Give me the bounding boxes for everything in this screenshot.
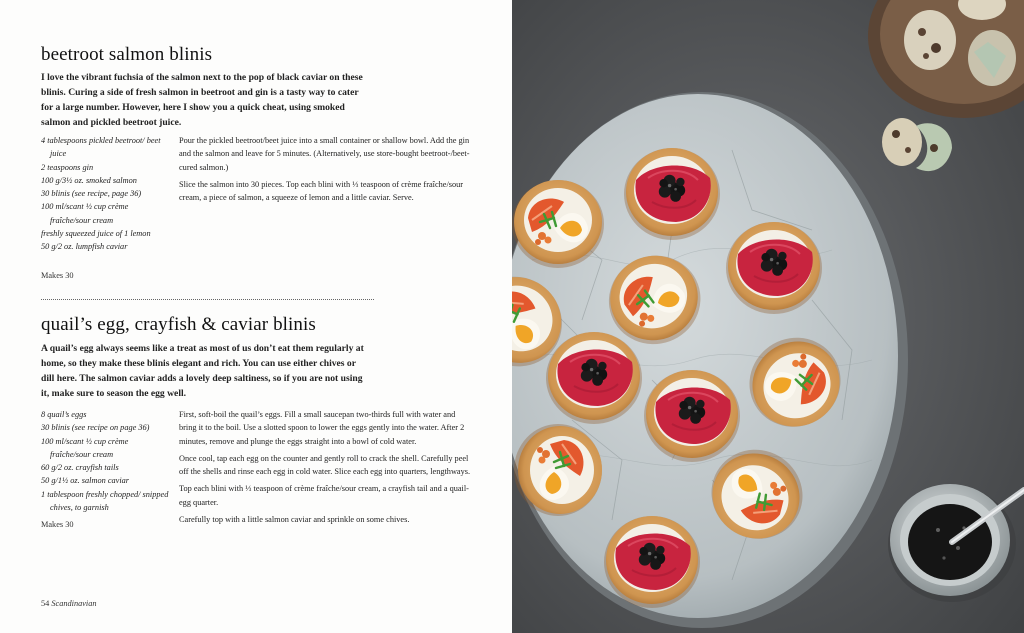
ingredient-item: 60 g/2 oz. crayfish tails bbox=[41, 463, 119, 473]
blinis-illustration bbox=[512, 0, 1024, 633]
ingredient-list-quails-egg bbox=[41, 408, 169, 514]
method-step: Top each blini with ⅓ teaspoon of crème fraîche/sour cream, a crayfish tail and a quail-egg quarter. bbox=[179, 484, 469, 507]
yield-text: Makes 30 bbox=[41, 520, 74, 529]
ingredient-item: 100 ml/scant ½ cup crème fraîche/sour cream bbox=[41, 436, 129, 459]
page-number: 54 bbox=[41, 599, 50, 608]
recipe-intro-beetroot-salmon: I love the vibrant fuchsia of the salmon next to the pop of black caviar on these blinis. Curing a side of fresh salmon in beetroot and gin is a tasty way to cater for a large number. However, here I show you a quick cheat, using smoked salmon and pickled beetroot juice. bbox=[41, 72, 363, 128]
ingredient-item: 2 teaspoons gin bbox=[41, 162, 94, 172]
ingredient-item: 100 ml/scant ½ cup crème fraîche/sour cream bbox=[41, 202, 129, 225]
blini-salmon bbox=[624, 148, 720, 240]
yield-text: Makes 30 bbox=[41, 271, 74, 280]
ingredient-item: 1 tablespoon freshly chopped/ snipped chives, to garnish bbox=[41, 489, 169, 513]
method-step: Once cool, tap each egg on the counter and gently roll to crack the shell. Carefully peel off the shells and rinse each egg in cold water. Slice each egg into quarters, lengthways. bbox=[179, 453, 471, 477]
ingredient-item: 50 g/2 oz. lumpfish caviar bbox=[41, 242, 128, 252]
blini-egg bbox=[514, 424, 602, 516]
method-step: Carefully top with a little salmon caviar and sprinkle on some chives. bbox=[179, 515, 410, 525]
page-folio bbox=[41, 599, 97, 608]
recipe-title-beetroot-salmon: beetroot salmon blinis bbox=[41, 44, 213, 65]
method-step: First, soft-boil the quail’s eggs. Fill a small saucepan two-thirds full with water and bring it to the boil. Use a slotted spoon to lower the eggs gently into the water. After 2 minutes, remove and plunge the eggs straight into a bowl of cold water. bbox=[179, 410, 465, 446]
section-name: Scandinavian bbox=[51, 599, 97, 608]
ingredient-list-beetroot-salmon bbox=[41, 134, 169, 254]
ingredient-item: 30 blinis (see recipe on page 36) bbox=[41, 423, 150, 433]
blini-salmon bbox=[644, 370, 740, 462]
blini-salmon bbox=[604, 516, 700, 608]
blini-salmon bbox=[726, 222, 822, 314]
method-quails-egg bbox=[179, 408, 471, 530]
dotted-divider bbox=[41, 299, 374, 300]
blini-salmon bbox=[546, 332, 642, 424]
recipe-title-quails-egg: quail’s egg, crayfish & caviar blinis bbox=[41, 314, 316, 335]
ingredient-item: 30 blinis (see recipe, page 36) bbox=[41, 189, 142, 199]
ingredient-item: freshly squeezed juice of 1 lemon bbox=[41, 229, 151, 239]
method-step: Slice the salmon into 30 pieces. Top each blini with ⅓ teaspoon of crème fraîche/sour cream, a piece of salmon, a squeeze of lemon and a little caviar. Serve. bbox=[179, 179, 464, 203]
ingredient-item: 8 quail’s eggs bbox=[41, 410, 87, 419]
recipe-intro-quails-egg: A quail’s egg always seems like a treat as most of us don’t eat them regularly at home, so they make these blinis elegant and rich. You can use either chives or dill here. The salmon caviar adds a lovely deep saltiness, so if you are not using it, make sure to season the egg well. bbox=[41, 343, 364, 399]
ingredient-item: 50 g/1½ oz. salmon caviar bbox=[41, 476, 130, 486]
ingredient-item: 100 g/3½ oz. smoked salmon bbox=[41, 175, 137, 185]
method-beetroot-salmon bbox=[179, 134, 471, 208]
blini-egg bbox=[512, 180, 604, 268]
method-step: Pour the pickled beetroot/beet juice into a small container or shallow bowl. Add the gin and the salmon and leave for 5 minutes. (Alternatively, use store-bought beetroot-/beet-cured salmon.) bbox=[179, 136, 470, 172]
photo-blinis-platter bbox=[512, 0, 1024, 633]
ingredient-item: 4 tablespoons pickled beetroot/ beet juice bbox=[41, 136, 161, 159]
